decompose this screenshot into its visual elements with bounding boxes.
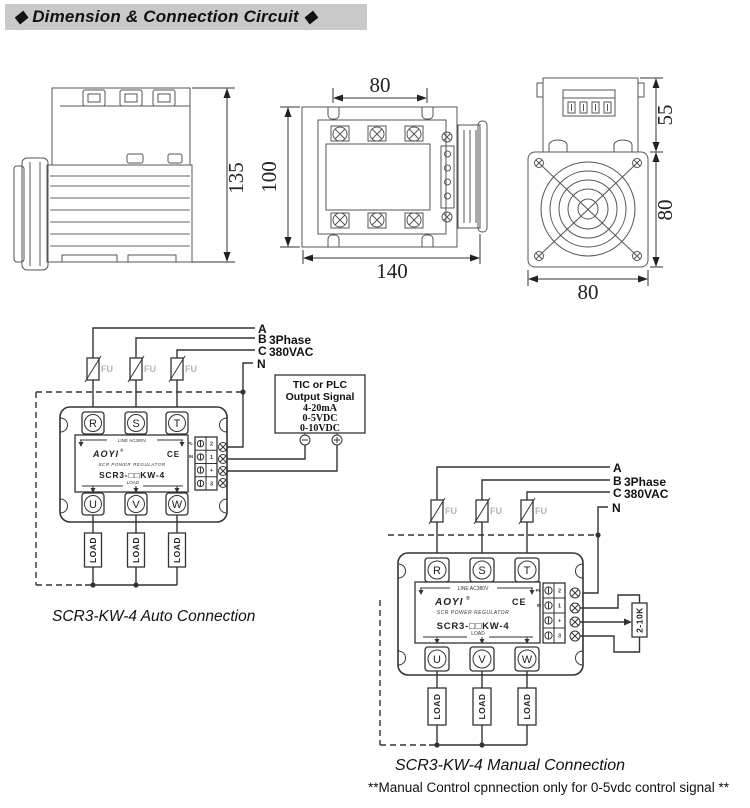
- signal-box-line4: 0-5VDC: [302, 413, 338, 424]
- terminal-V: [125, 493, 147, 515]
- signal-source-box: [275, 375, 365, 445]
- control-terminal-column: [441, 132, 454, 222]
- phase-c-label: C: [258, 344, 267, 358]
- signal-wires: [228, 445, 337, 471]
- line-voltage-label: LINE AC380V: [117, 438, 147, 443]
- dim-80-bottom-label: 80: [577, 280, 599, 304]
- terminal-V: [470, 647, 494, 671]
- side-view-drawing: [14, 88, 248, 270]
- section-title: ◆ Dimension & Connection Circuit ◆: [14, 7, 318, 26]
- phase-b-label: B: [613, 474, 622, 488]
- strip-cell-1: 2: [209, 441, 214, 448]
- dim-55-label: 55: [653, 104, 677, 126]
- system-label-1: 3Phase: [269, 333, 312, 347]
- neutral-label: N: [612, 501, 621, 515]
- load-side-label: LOAD: [126, 480, 140, 485]
- dim-140-label: 140: [376, 259, 408, 283]
- device-subtitle: SCR POWER REGULATOR: [98, 462, 166, 467]
- phase-c-label: C: [613, 486, 622, 500]
- svg-text:R: R: [89, 418, 97, 430]
- svg-text:LOAD: LOAD: [172, 536, 182, 564]
- svg-text:LOAD: LOAD: [131, 536, 141, 564]
- dim-80-bottom: [528, 270, 648, 304]
- dim-135-label: 135: [224, 162, 248, 194]
- fuse-label: FU: [101, 364, 113, 374]
- scr-device: [60, 407, 227, 522]
- dim-80-top-label: 80: [369, 73, 391, 97]
- svg-text:V: V: [478, 654, 486, 666]
- signal-box-line5: 0-10VDC: [300, 423, 340, 434]
- relay-body-side: [52, 88, 190, 165]
- device-model: SCR3-□□KW-4: [98, 470, 166, 480]
- svg-text:LOAD: LOAD: [88, 536, 98, 564]
- fan-front-icon: [528, 152, 648, 267]
- pot-label: 2-10K: [634, 607, 645, 633]
- load-branches: [428, 671, 536, 748]
- svg-text:S: S: [132, 418, 140, 430]
- dimension-drawings: [0, 50, 750, 308]
- svg-text:T: T: [523, 565, 531, 577]
- terminal-R: [82, 412, 104, 434]
- strip-side-pl: PL: [535, 588, 541, 593]
- terminal-R: [425, 558, 449, 582]
- standoff: [549, 140, 567, 152]
- fan-side-icon: [14, 158, 48, 270]
- terminal-T: [166, 412, 188, 434]
- svg-text:LOAD: LOAD: [477, 693, 487, 720]
- dim-100-label: 100: [257, 161, 281, 193]
- dim-80-right-label: 80: [653, 199, 677, 221]
- dim-80-right: [650, 152, 677, 267]
- fuse-label: FU: [535, 506, 547, 516]
- brand-logo: AOYI: [435, 597, 464, 608]
- terminal-U: [425, 647, 449, 671]
- dim-135: [192, 88, 248, 262]
- registered-mark-icon: ®: [120, 448, 124, 453]
- manual-connection-diagram: [365, 440, 750, 808]
- phase-b-label: B: [258, 332, 267, 346]
- top-terminal-lugs: [83, 90, 175, 106]
- svg-text:T: T: [173, 418, 181, 430]
- dim-80-top: [333, 73, 427, 103]
- strip-side-pl: PL: [187, 441, 193, 446]
- strip-cell-1: 2: [557, 588, 562, 595]
- system-label-2: 380VAC: [269, 345, 314, 359]
- fuse-label: FU: [490, 506, 502, 516]
- svg-text:W: W: [171, 499, 183, 511]
- device-model: SCR3-□□KW-4: [436, 621, 510, 632]
- dim-100: [257, 107, 300, 247]
- signal-box-line3: 4-20mA: [303, 403, 337, 414]
- terminal-U: [82, 493, 104, 515]
- svg-text:LOAD: LOAD: [432, 693, 442, 720]
- svg-text:R: R: [433, 565, 441, 577]
- svg-text:U: U: [433, 654, 441, 666]
- dim-140: [303, 234, 480, 283]
- signal-box-line2: Output Signal: [285, 391, 355, 403]
- standoff: [614, 140, 632, 152]
- ce-mark-icon: CE: [167, 450, 181, 459]
- terminal-W: [166, 493, 188, 515]
- strip-cell-2: 1: [557, 603, 562, 610]
- fuse-label: FU: [445, 506, 457, 516]
- screw-terminals: [331, 126, 423, 228]
- top-view-drawing: [257, 73, 487, 283]
- control-terminal-block: [563, 90, 615, 116]
- ce-mark-icon: CE: [512, 597, 527, 607]
- load-side-label: LOAD: [471, 631, 485, 637]
- auto-connection-diagram: [25, 310, 375, 630]
- svg-text:S: S: [478, 565, 486, 577]
- system-label-1: 3Phase: [624, 475, 667, 489]
- strip-cell-2: 1: [209, 454, 214, 461]
- phase-a-label: A: [258, 322, 267, 336]
- terminal-T: [515, 558, 539, 582]
- strip-cell-4: 3: [557, 633, 562, 640]
- dim-55: [640, 78, 677, 152]
- strip-cell-4: 3: [209, 481, 214, 488]
- strip-side-in: IN: [536, 603, 541, 608]
- system-label-2: 380VAC: [624, 487, 669, 501]
- relay-body-front: [543, 78, 638, 152]
- terminal-S: [125, 412, 147, 434]
- scr-device: [398, 553, 583, 675]
- brand-logo: AOYI: [93, 449, 120, 459]
- svg-text:V: V: [132, 499, 140, 511]
- fuse-symbols: [85, 356, 197, 412]
- svg-text:W: W: [521, 654, 533, 666]
- fuse-label: FU: [144, 364, 156, 374]
- heatsink: [47, 165, 192, 262]
- fuse-symbols: [429, 498, 547, 558]
- terminal-S: [470, 558, 494, 582]
- neutral-label: N: [257, 357, 266, 371]
- auto-caption: SCR3-KW-4 Auto Connection: [52, 608, 256, 625]
- line-voltage-label: LINE AC380V: [457, 586, 489, 592]
- signal-box-line1: TIC or PLC: [292, 379, 348, 391]
- strip-cell-3: +: [557, 618, 562, 625]
- load-branches: [85, 515, 186, 588]
- strip-cell-3: +: [209, 468, 214, 475]
- potentiometer: [580, 595, 647, 652]
- terminal-W: [515, 647, 539, 671]
- strip-side-in: IN: [188, 454, 193, 459]
- manual-caption: SCR3-KW-4 Manual Connection: [395, 757, 626, 774]
- front-view-drawing: [528, 78, 677, 304]
- manual-footnote: **Manual Control cpnnection only for 0-5vdc control signal **: [368, 780, 729, 795]
- fuse-label: FU: [185, 364, 197, 374]
- phase-a-label: A: [613, 461, 622, 475]
- svg-text:LOAD: LOAD: [522, 693, 532, 720]
- fan-side-icon: [458, 121, 487, 232]
- section-title-bar: [5, 4, 367, 30]
- device-subtitle: SCR POWER REGULATOR: [436, 610, 510, 616]
- svg-text:U: U: [89, 499, 97, 511]
- registered-mark-icon: ®: [466, 596, 470, 602]
